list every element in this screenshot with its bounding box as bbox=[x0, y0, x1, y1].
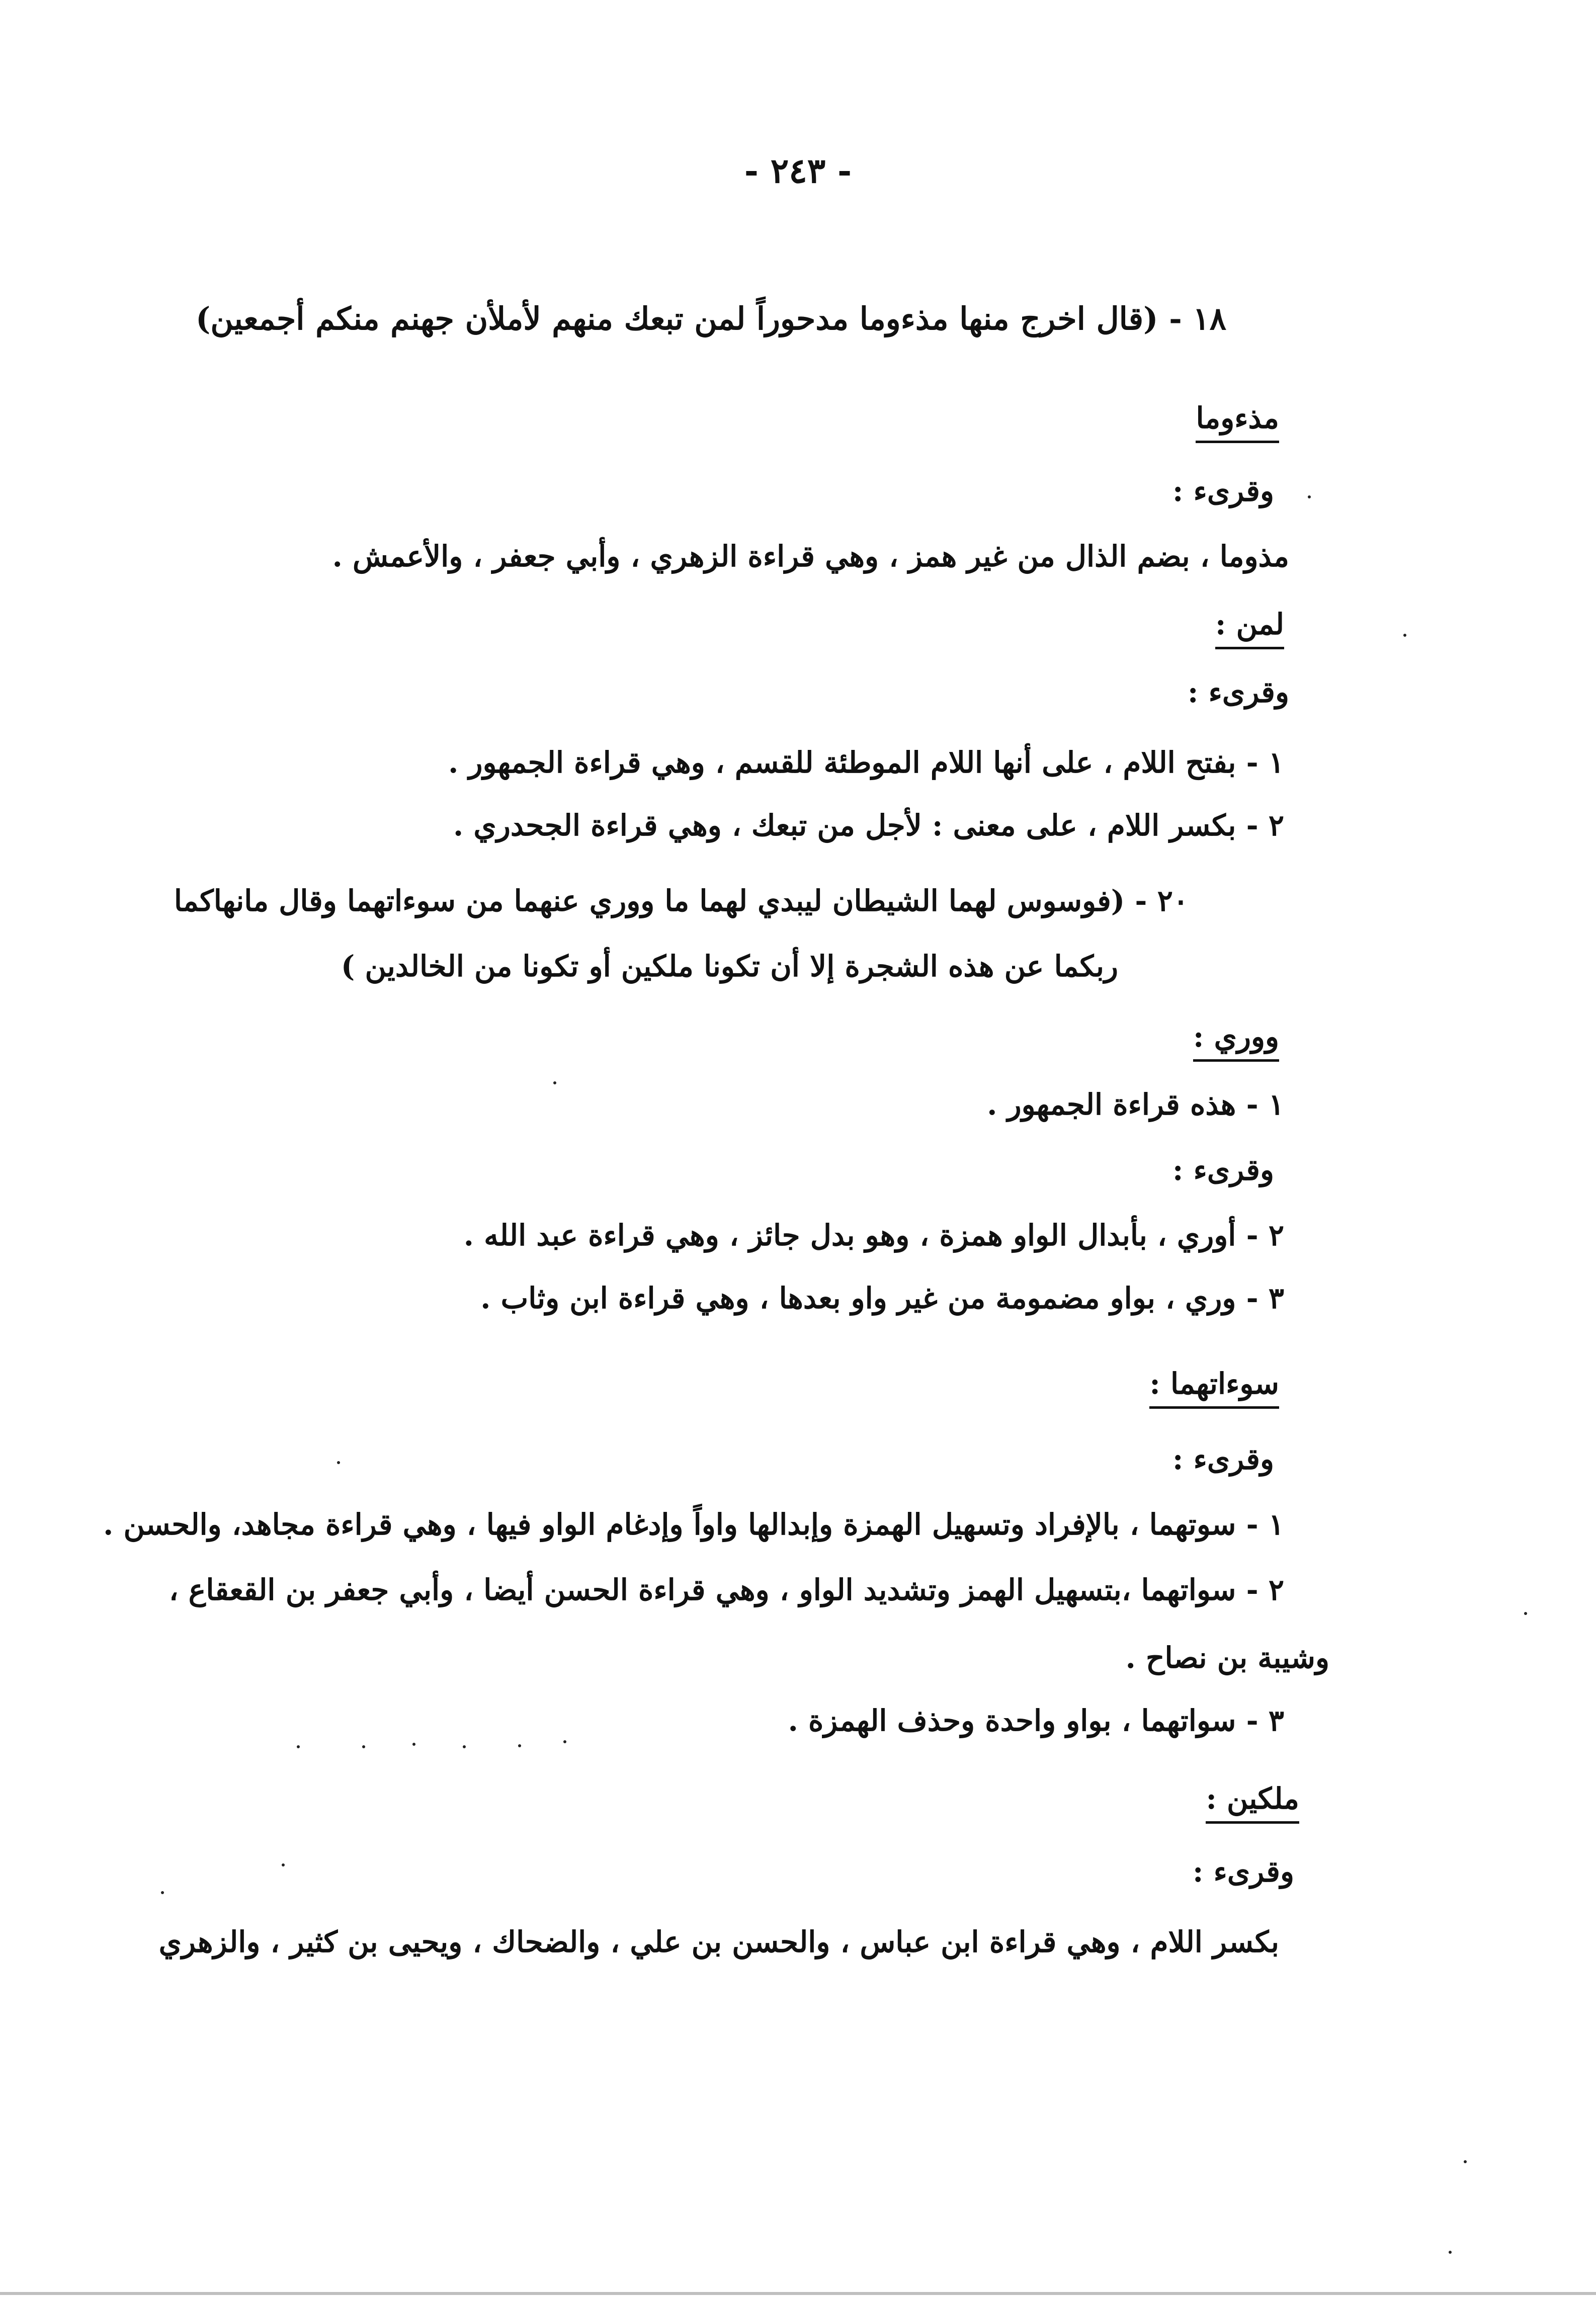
malakayn-reading-1: بكسر اللام ، وهي قراءة ابن عباس ، والحسن بن علي ، والضحاك ، ويحيى بن كثير ، والزهري bbox=[158, 1925, 1279, 1959]
heading-malakayn: ملكين : bbox=[1206, 1783, 1299, 1824]
wuriya-reading-2: ٢ - أوري ، بأبدال الواو همزة ، وهو بدل جائز ، وهي قراءة عبد الله . bbox=[463, 1218, 1284, 1252]
scan-speck bbox=[297, 1745, 300, 1748]
scan-speck bbox=[282, 1863, 285, 1866]
sawatihima-reading-2b: وشيبة بن نصاح . bbox=[1125, 1641, 1329, 1675]
scan-speck bbox=[463, 1745, 466, 1748]
heading-laman: لمن : bbox=[1215, 609, 1284, 649]
scan-speck bbox=[518, 1744, 521, 1747]
scan-speck bbox=[1449, 2251, 1452, 2254]
scan-speck bbox=[1403, 634, 1406, 637]
scan-speck bbox=[412, 1743, 415, 1746]
scan-speck bbox=[553, 1081, 556, 1084]
scan-speck bbox=[1464, 2160, 1467, 2163]
heading-wuriya: ووري : bbox=[1193, 1021, 1279, 1062]
scan-bottom-edge bbox=[0, 2292, 1596, 2295]
scan-speck bbox=[563, 1740, 566, 1743]
scan-speck bbox=[1524, 1612, 1527, 1615]
verse-20-line-1: ٢٠ - (فوسوس لهما الشيطان ليبدي لهما ما ووري عنهما من سوءاتهما وقال مانهاكما bbox=[174, 884, 1189, 918]
heading-sawatihima: سوءاتهما : bbox=[1149, 1368, 1279, 1409]
laman-reading-1: ١ - بفتح اللام ، على أنها اللام الموطئة للقسم ، وهي قراءة الجمهور . bbox=[448, 745, 1284, 780]
scan-speck bbox=[161, 1891, 164, 1894]
sawatihima-reading-2a: ٢ - سواتهما ،بتسهيل الهمز وتشديد الواو ، وهي قراءة الحسن أيضا ، وأبي جعفر بن القعقاع ، bbox=[169, 1573, 1284, 1607]
verse-20-line-2: ربكما عن هذه الشجرة إلا أن تكونا ملكين أو تكونا من الخالدين ) bbox=[341, 949, 1118, 983]
laman-reading-2: ٢ - بكسر اللام ، على معنى : لأجل من تبعك ، وهي قراءة الجحدري . bbox=[453, 808, 1284, 842]
wuriya-reading-3: ٣ - وري ، بواو مضمومة من غير واو بعدها ، وهي قراءة ابن وثاب . bbox=[480, 1281, 1284, 1315]
scan-speck bbox=[337, 1461, 340, 1464]
verse-18: ١٨ - (قال اخرج منها مذءوما مدحوراً لمن تبعك منهم لأملأن جهنم منكم أجمعين) bbox=[195, 300, 1226, 337]
wa-quri-label: وقرىء : bbox=[1172, 1153, 1274, 1187]
sawatihima-reading-1: ١ - سوتهما ، بالإفراد وتسهيل الهمزة وإبدالها واواً وإدغام الواو فيها ، وهي قراءة مجاهد، والحسن . bbox=[103, 1507, 1284, 1542]
heading-madhuma: مذءوما bbox=[1196, 402, 1279, 443]
sawatihima-reading-3: ٣ - سواتهما ، بواو واحدة وحذف الهمزة . bbox=[788, 1704, 1284, 1738]
scan-speck bbox=[1308, 495, 1311, 498]
madhuma-reading: مذوما ، بضم الذال من غير همز ، وهي قراءة الزهري ، وأبي جعفر ، والأعمش . bbox=[332, 539, 1289, 573]
scan-speck bbox=[362, 1745, 365, 1748]
wuriya-reading-1: ١ - هذه قراءة الجمهور . bbox=[987, 1087, 1284, 1122]
wa-quri-label: وقرىء : bbox=[1187, 675, 1289, 709]
page-number: - ٢٤٣ - bbox=[744, 151, 852, 191]
wa-quri-label: وقرىء : bbox=[1172, 1442, 1274, 1476]
wa-quri-label: وقرىء : bbox=[1172, 474, 1274, 508]
wa-quri-label: وقرىء : bbox=[1192, 1854, 1294, 1889]
